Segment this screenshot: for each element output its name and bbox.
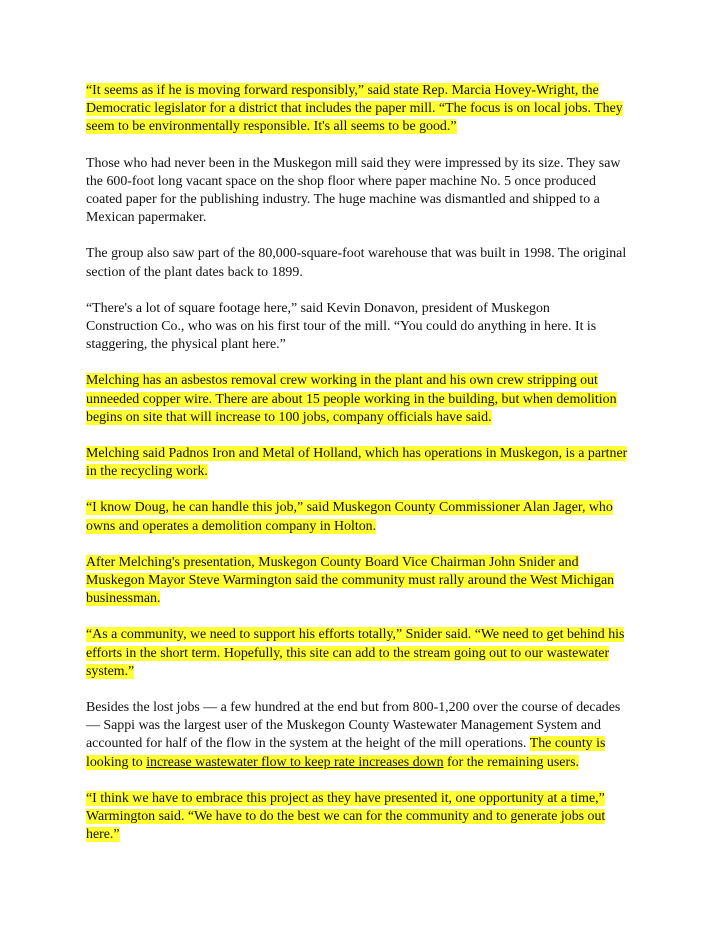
document-page (86, 82, 658, 863)
body-text: coated paper for the publishing industry. The huge machine was dismantled and shipped to a (86, 192, 600, 208)
text-line (86, 499, 658, 517)
text-line (86, 264, 658, 282)
paragraph (86, 445, 658, 481)
text-line (86, 445, 658, 463)
text-line (86, 245, 658, 263)
paragraph (86, 790, 658, 845)
text-line (86, 645, 658, 663)
body-text: “There's a lot of square footage here,” said Kevin Donavon, president of Muskegon (86, 300, 550, 316)
text-line (86, 735, 658, 753)
text-line (86, 717, 658, 735)
text-line (86, 554, 658, 572)
paragraph (86, 554, 658, 609)
highlighted-text: increase wastewater flow to keep rate increases down (146, 754, 444, 770)
paragraph (86, 155, 658, 228)
body-text: — Sappi was the largest user of the Muskegon County Wastewater Management System and (86, 718, 601, 734)
body-text: the 600-foot long vacant space on the shop floor where paper machine No. 5 once produced (86, 173, 596, 189)
highlighted-text: After Melching's presentation, Muskegon County Board Vice Chairman John Snider and (86, 554, 579, 570)
text-line (86, 626, 658, 644)
paragraph (86, 300, 658, 355)
highlighted-text: Melching has an asbestos removal crew working in the plant and his own crew stripping out (86, 373, 598, 389)
text-line (86, 372, 658, 390)
highlighted-text: Democratic legislator for a district that includes the paper mill. “The focus is on local jobs. They (86, 101, 623, 117)
text-line (86, 572, 658, 590)
body-text: staggering, the physical plant here.” (86, 337, 286, 353)
text-line (86, 699, 658, 717)
paragraph (86, 499, 658, 535)
text-line (86, 100, 658, 118)
highlighted-text: “I know Doug, he can handle this job,” said Muskegon County Commissioner Alan Jager, who (86, 500, 613, 516)
text-line (86, 663, 658, 681)
text-line (86, 318, 658, 336)
body-text: Construction Co., who was on his first tour of the mill. “You could do anything in here. It is (86, 319, 597, 335)
text-line (86, 754, 658, 772)
text-line (86, 336, 658, 354)
highlighted-text: looking to (86, 754, 147, 770)
highlighted-text: efforts in the short term. Hopefully, this site can add to the stream going out to our wastewater (86, 645, 610, 661)
highlighted-text: here.” (86, 827, 120, 843)
paragraph (86, 372, 658, 427)
highlighted-text: system.” (86, 663, 135, 679)
text-line (86, 808, 658, 826)
text-line (86, 790, 658, 808)
body-text: Those who had never been in the Muskegon mill said they were impressed by its size. They saw (86, 155, 621, 171)
text-line (86, 409, 658, 427)
body-text: Besides the lost jobs — a few hundred at the end but from 800-1,200 over the course of decades (86, 700, 621, 716)
text-line (86, 155, 658, 173)
highlighted-text: Melching said Padnos Iron and Metal of Holland, which has operations in Muskegon, is a partner (86, 446, 628, 462)
highlighted-text: businessman. (86, 591, 161, 607)
highlighted-text: unneeded copper wire. There are about 15 people working in the building, but when demolition (86, 391, 617, 407)
highlighted-text: owns and operates a demolition company in Holton. (86, 518, 377, 534)
highlighted-text: Warmington said. “We have to do the best we can for the community and to generate jobs out (86, 809, 606, 825)
highlighted-text: seem to be environmentally responsible. It's all seems to be good.” (86, 119, 457, 135)
text-line (86, 300, 658, 318)
text-line (86, 173, 658, 191)
body-text: accounted for half of the flow in the system at the height of the mill operations. (86, 736, 530, 752)
highlighted-text: “As a community, we need to support his efforts totally,” Snider said. “We need to get behind his (86, 627, 625, 643)
text-line (86, 82, 658, 100)
highlighted-text: “I think we have to embrace this project as they have presented it, one opportunity at a time,” (86, 790, 605, 806)
paragraph (86, 626, 658, 681)
paragraph (86, 699, 658, 772)
text-line (86, 463, 658, 481)
highlighted-text: for the remaining users. (443, 754, 579, 770)
text-line (86, 118, 658, 136)
text-line (86, 826, 658, 844)
text-line (86, 391, 658, 409)
text-line (86, 518, 658, 536)
paragraph (86, 245, 658, 281)
body-text: section of the plant dates back to 1899. (86, 264, 303, 280)
highlighted-text: in the recycling work. (86, 464, 208, 480)
paragraph (86, 82, 658, 137)
text-line (86, 590, 658, 608)
highlighted-text: begins on site that will increase to 100 jobs, company officials have said. (86, 409, 492, 425)
body-text: Mexican papermaker. (86, 210, 207, 226)
text-line (86, 209, 658, 227)
highlighted-text: The county is (529, 736, 606, 752)
text-line (86, 191, 658, 209)
body-text: The group also saw part of the 80,000-square-foot warehouse that was built in 1998. The original (86, 246, 627, 262)
highlighted-text: Muskegon Mayor Steve Warmington said the community must rally around the West Michigan (86, 573, 615, 589)
highlighted-text: “It seems as if he is moving forward responsibly,” said state Rep. Marcia Hovey-Wright, the (86, 83, 599, 98)
